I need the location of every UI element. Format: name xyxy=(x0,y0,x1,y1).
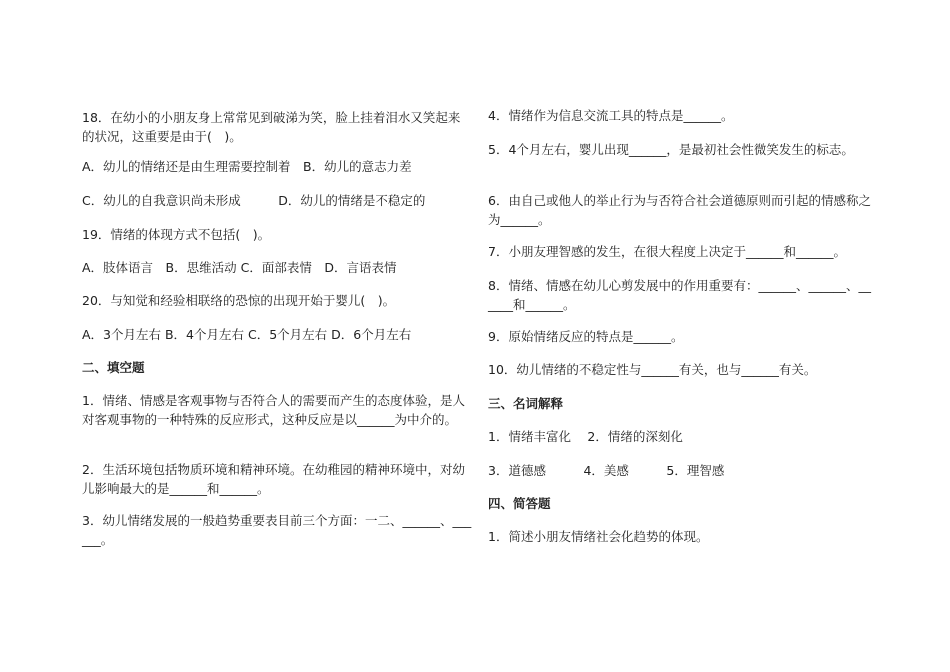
short-answer-question-1: 1．简述小朋友情绪社会化趋势的体现。 xyxy=(488,529,709,544)
terms-items-1-2: 1．情绪丰富化 2．情绪的深刻化 xyxy=(488,429,683,444)
section-heading-terms: 三、名词解释 xyxy=(488,396,564,411)
fill-in-question-5: 5．4个月左右，婴儿出现______，是最初社会性微笑发生的标志。 xyxy=(488,142,854,157)
question-20-options: A．3个月左右 B．4个月左右 C．5个月左右 D．6个月左右 xyxy=(82,327,412,342)
fill-in-question-6: 6．由自己或他人的举止行为与否符合社会道德原则而引起的情感称之为______。 xyxy=(488,193,871,227)
section-heading-short-answer: 四、简答题 xyxy=(488,496,551,511)
fill-in-question-8: 8．情绪、情感在幼儿心剪发展中的作用重要有：______、______、______和______。 xyxy=(488,278,871,312)
question-18-options-cd: C．幼儿的自我意识尚未形成 D．幼儿的情绪是不稳定的 xyxy=(82,193,426,208)
fill-in-question-9: 9．原始情绪反应的特点是______。 xyxy=(488,329,684,344)
fill-in-question-7: 7．小朋友理智感的发生，在很大程度上决定于______和______。 xyxy=(488,244,846,259)
fill-in-question-2: 2．生活环境包括物质环境和精神环境。在幼稚园的精神环境中，对幼儿影响最大的是______和______。 xyxy=(82,462,465,496)
terms-items-3-5: 3．道德感 4．美感 5．理智感 xyxy=(488,463,725,478)
fill-in-question-10: 10．幼儿情绪的不稳定性与______有关，也与______有关。 xyxy=(488,362,817,377)
fill-in-question-1: 1．情绪、情感是客观事物与否符合人的需要而产生的态度体验，是人对客观事物的一种特殊的反应形式，这种反应是以______为中介的。 xyxy=(82,393,465,427)
question-19-options: A．肢体语言 B．思维活动 C．面部表情 D．言语表情 xyxy=(82,260,397,275)
question-19: 19．情绪的体现方式不包括( )。 xyxy=(82,227,271,242)
fill-in-question-3: 3．幼儿情绪发展的一般趋势重要表目前三个方面：一二、______、______。 xyxy=(82,513,472,547)
question-18: 18．在幼小的小朋友身上常常见到破涕为笑，脸上挂着泪水又笑起来的状况，这重要是由于( )。 xyxy=(82,110,461,144)
fill-in-question-4: 4．情绪作为信息交流工具的特点是______。 xyxy=(488,108,734,123)
section-heading-fill-in: 二、填空题 xyxy=(82,360,145,375)
question-18-options-ab: A．幼儿的情绪还是由生理需要控制着 B．幼儿的意志力差 xyxy=(82,159,412,174)
question-20: 20．与知觉和经验相联络的恐惊的出现开始于婴儿( )。 xyxy=(82,293,396,308)
